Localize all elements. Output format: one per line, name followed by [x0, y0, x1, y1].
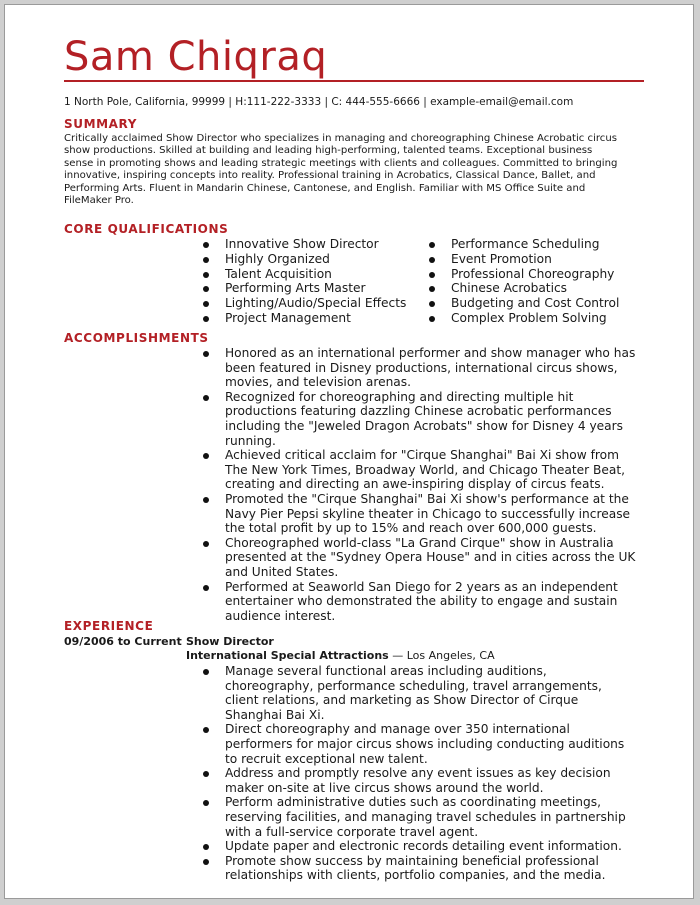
accomplishment-item: Choreographed world-class "La Grand Cirque" show in Australia presented at the "Sydney Opera House" and in cities across the UK and United States. — [203, 536, 643, 580]
experience-duties-list — [203, 664, 633, 883]
duty-item: Direct choreography and manage over 350 international performers for major circus shows including conducting auditions to recruit exceptional new talent. — [203, 722, 633, 766]
qualification-item: Performance Scheduling — [429, 237, 619, 252]
candidate-name: Sam Chiqraq — [64, 34, 328, 80]
accomplishments-heading: ACCOMPLISHMENTS — [64, 331, 209, 345]
summary-heading: SUMMARY — [64, 117, 138, 131]
accomplishment-item: Honored as an international performer and show manager who has been featured in Disney productions, international circus shows, movies, and television arenas. — [203, 346, 643, 390]
qualification-item: Chinese Acrobatics — [429, 281, 619, 296]
accomplishments-list — [203, 346, 643, 623]
company-name: International Special Attractions — [186, 649, 389, 662]
experience-heading: EXPERIENCE — [64, 619, 154, 633]
job-location: — Los Angeles, CA — [388, 649, 495, 662]
job-title: Show Director — [186, 635, 274, 648]
qualification-item: Event Promotion — [429, 252, 619, 267]
qualifications-heading: CORE QUALIFICATIONS — [64, 222, 229, 236]
qualification-item: Talent Acquisition — [203, 267, 406, 282]
duty-item: Promote show success by maintaining beneficial professional relationships with clients, portfolio companies, and the media. — [203, 854, 633, 883]
qualification-item: Highly Organized — [203, 252, 406, 267]
qualification-item: Complex Problem Solving — [429, 311, 619, 326]
qualification-item: Performing Arts Master — [203, 281, 406, 296]
duty-item: Address and promptly resolve any event issues as key decision maker on-site at live circus shows around the world. — [203, 766, 633, 795]
duty-item: Update paper and electronic records detailing event information. — [203, 839, 633, 854]
contact-line: 1 North Pole, California, 99999 | H:111-222-3333 | C: 444-555-6666 | example-email@email.com — [64, 96, 574, 108]
qualifications-left-list — [203, 237, 406, 326]
qualification-item: Lighting/Audio/Special Effects — [203, 296, 406, 311]
accomplishment-item: Promoted the "Cirque Shanghai" Bai Xi show's performance at the Navy Pier Pepsi skyline theater in Chicago to successfully increase the total profit by up to 15% and reach over 600,000 guests. — [203, 492, 643, 536]
duty-item: Manage several functional areas including auditions, choreography, performance scheduling, travel arrangements, client relations, and marketing as Show Director of Cirque Shanghai Bai Xi. — [203, 664, 633, 722]
name-divider — [64, 80, 644, 82]
accomplishment-item: Recognized for choreographing and directing multiple hit productions featuring dazzling Chinese acrobatic performances including the "Jeweled Dragon Acrobats" show for Disney 4 years running. — [203, 390, 643, 448]
qualifications-right-list — [429, 237, 619, 326]
qualification-item: Professional Choreography — [429, 267, 619, 282]
summary-text: Critically acclaimed Show Director who specializes in managing and choreographing Chinese Acrobatic circus show productions. Skilled at building and leading high-performing, talented teams. Exceptional business sense in promoting shows and leading strategic meetings with clients and colleagues. Committed to bringing innovative, inspiring concepts into reality. Professional training in Acrobatics, Classical Dance, Ballet, and Performing Arts. Fluent in Mandarin Chinese, Cantonese, and English. Familiar with MS Office Suite and FileMaker Pro. — [64, 133, 618, 207]
qualification-item: Budgeting and Cost Control — [429, 296, 619, 311]
job-employer — [186, 649, 495, 663]
accomplishment-item: Performed at Seaworld San Diego for 2 years as an independent entertainer who demonstrated the ability to engage and sustain audience interest. — [203, 580, 643, 624]
qualification-item: Project Management — [203, 311, 406, 326]
job-dates: 09/2006 to Current — [64, 635, 182, 648]
resume-page — [4, 4, 694, 899]
accomplishment-item: Achieved critical acclaim for "Cirque Shanghai" Bai Xi show from The New York Times, Broadway World, and Chicago Theater Beat, creating and directing an awe-inspiring display of circus feats. — [203, 448, 643, 492]
duty-item: Perform administrative duties such as coordinating meetings, reserving facilities, and managing travel schedules in partnership with a full-service corporate travel agent. — [203, 795, 633, 839]
qualification-item: Innovative Show Director — [203, 237, 406, 252]
